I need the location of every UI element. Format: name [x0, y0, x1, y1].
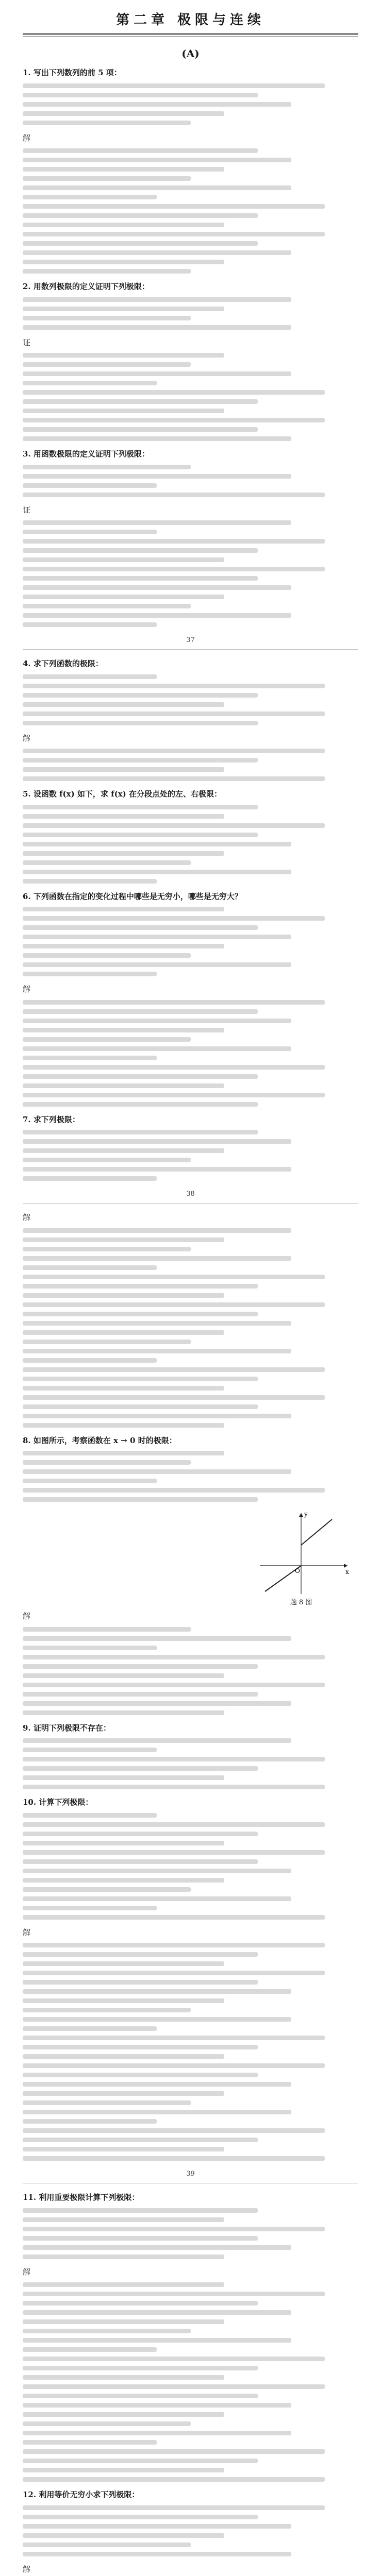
formula-line-placeholder — [23, 195, 157, 199]
formula-line-placeholder — [23, 767, 224, 772]
solution-label: 解 — [23, 1927, 31, 1937]
formula-line-placeholder — [23, 418, 325, 422]
block-7 — [23, 658, 358, 725]
formula-lines — [23, 83, 358, 125]
formula-line-placeholder — [23, 2533, 224, 2538]
formula-line-placeholder — [23, 2245, 291, 2250]
formula-line-placeholder — [23, 907, 224, 911]
formula-line-placeholder — [23, 814, 224, 819]
formula-lines — [23, 674, 358, 725]
formula-line-placeholder — [23, 2403, 291, 2408]
formula-line-placeholder — [23, 1130, 258, 1134]
formula-line-placeholder — [23, 870, 291, 874]
block-10 — [23, 891, 358, 977]
formula-line-placeholder — [23, 1961, 224, 1966]
problem-lead: 4. 求下列函数的极限： — [23, 659, 103, 668]
block-17 — [23, 1797, 358, 1920]
formula-line-placeholder — [23, 1284, 258, 1289]
formula-line-placeholder — [23, 325, 291, 330]
solution-label: 解 — [23, 133, 31, 143]
formula-line-placeholder — [23, 1312, 258, 1316]
formula-line-placeholder — [23, 1414, 291, 1418]
x-axis-label: x — [345, 1568, 349, 1575]
y-axis-label: y — [304, 1511, 308, 1518]
formula-line-placeholder — [23, 557, 224, 562]
block-3 — [23, 281, 358, 330]
block-18 — [23, 1927, 358, 2161]
formula-line-placeholder — [23, 925, 258, 930]
formula-line-placeholder — [23, 1056, 157, 1060]
formula-line-placeholder — [23, 2449, 325, 2454]
formula-line-placeholder — [23, 269, 191, 274]
problem-lead: 10. 计算下列极限： — [23, 1798, 93, 1807]
formula-line-placeholder — [23, 232, 325, 236]
solution-label: 解 — [23, 2267, 31, 2277]
problem-lead: 7. 求下列极限： — [23, 1114, 80, 1124]
block-21 — [23, 2489, 358, 2556]
formula-line-placeholder — [23, 2026, 157, 2031]
solution-label: 解 — [23, 985, 31, 994]
formula-line-placeholder — [23, 2017, 291, 2022]
formula-line-placeholder — [23, 167, 224, 172]
formula-line-placeholder — [23, 567, 325, 571]
formula-line-placeholder — [23, 2100, 191, 2105]
problem-lead: 12. 利用等价无穷小求下列极限： — [23, 2490, 140, 2499]
formula-line-placeholder — [23, 204, 325, 209]
formula-line-placeholder — [23, 1989, 291, 1994]
formula-line-placeholder — [23, 2045, 258, 2049]
problem-lead: 5. 设函数 f(x) 如下，求 f(x) 在分段点处的左、右极限： — [23, 789, 222, 799]
formula-line-placeholder — [23, 2036, 325, 2040]
formula-line-placeholder — [23, 2208, 258, 2213]
formula-line-placeholder — [23, 148, 258, 153]
formula-line-placeholder — [23, 353, 224, 358]
formula-line-placeholder — [23, 260, 224, 264]
formula-line-placeholder — [23, 944, 224, 948]
block-6 — [23, 504, 358, 628]
formula-line-placeholder — [23, 2236, 258, 2241]
formula-line-placeholder — [23, 1275, 325, 1279]
problem-lead: 1. 写出下列数列的前 5 项： — [23, 68, 122, 77]
formula-line-placeholder — [23, 2292, 325, 2296]
formula-line-placeholder — [23, 1775, 224, 1780]
formula-line-placeholder — [23, 1256, 291, 1261]
block-14 — [23, 1435, 358, 1502]
formula-line-placeholder — [23, 2338, 291, 2343]
formula-line-placeholder — [23, 613, 291, 618]
formula-line-placeholder — [23, 2459, 258, 2463]
block-20 — [23, 2266, 358, 2482]
formula-lines — [23, 1943, 358, 2161]
block-15 — [23, 1611, 358, 1715]
formula-line-placeholder — [23, 749, 325, 753]
formula-line-placeholder — [23, 833, 258, 837]
figure-caption: 题 8 图 — [290, 1599, 312, 1606]
formula-lines — [23, 2282, 358, 2482]
origin-label: O — [295, 1567, 300, 1574]
formula-line-placeholder — [23, 2073, 258, 2077]
formula-line-placeholder — [23, 1423, 224, 1428]
formula-line-placeholder — [23, 1646, 157, 1650]
formula-line-placeholder — [23, 390, 325, 395]
formula-line-placeholder — [23, 436, 291, 441]
formula-lines — [23, 1451, 358, 1502]
formula-line-placeholder — [23, 585, 291, 590]
formula-line-placeholder — [23, 2477, 325, 2482]
formula-line-placeholder — [23, 1321, 291, 1326]
formula-line-placeholder — [23, 758, 258, 762]
problem-lead: 3. 用函数极限的定义证明下列极限： — [23, 449, 150, 459]
formula-line-placeholder — [23, 1488, 325, 1493]
formula-line-placeholder — [23, 2394, 258, 2398]
formula-line-placeholder — [23, 1664, 258, 1669]
problem-lead: 11. 利用重要极限计算下列极限： — [23, 2193, 140, 2202]
formula-line-placeholder — [23, 1228, 291, 1233]
formula-line-placeholder — [23, 2255, 224, 2259]
formula-line-placeholder — [23, 1083, 224, 1088]
formula-line-placeholder — [23, 1757, 325, 1761]
formula-line-placeholder — [23, 604, 191, 608]
formula-line-placeholder — [23, 1943, 325, 1947]
formula-line-placeholder — [23, 702, 224, 707]
formula-lines — [23, 1228, 358, 1428]
formula-line-placeholder — [23, 1139, 291, 1144]
formula-line-placeholder — [23, 1627, 191, 1632]
formula-line-placeholder — [23, 1093, 325, 1097]
formula-line-placeholder — [23, 1896, 291, 1901]
formula-lines — [23, 907, 358, 976]
formula-line-placeholder — [23, 1998, 224, 2003]
y-axis-arrow — [299, 1513, 303, 1517]
formula-line-placeholder — [23, 2227, 325, 2231]
formula-line-placeholder — [23, 2524, 291, 2529]
formula-line-placeholder — [23, 1349, 291, 1353]
page-number: 39 — [186, 2170, 195, 2178]
formula-line-placeholder — [23, 1655, 325, 1659]
solution-label: 解 — [23, 1213, 31, 1222]
formula-line-placeholder — [23, 250, 291, 255]
formula-line-placeholder — [23, 1952, 258, 1957]
solution-label: 证 — [23, 505, 31, 515]
content — [23, 67, 358, 2576]
formula-lines — [23, 2208, 358, 2259]
formula-line-placeholder — [23, 1019, 291, 1023]
formula-line-placeholder — [23, 2357, 325, 2361]
formula-line-placeholder — [23, 83, 325, 88]
formula-line-placeholder — [23, 2128, 325, 2133]
formula-line-placeholder — [23, 1859, 258, 1864]
formula-line-placeholder — [23, 2008, 191, 2012]
formula-line-placeholder — [23, 241, 258, 246]
formula-line-placeholder — [23, 1451, 224, 1455]
formula-line-placeholder — [23, 93, 258, 97]
solution-label: 解 — [23, 2564, 31, 2574]
formula-lines — [23, 1000, 358, 1107]
formula-line-placeholder — [23, 1009, 258, 1014]
formula-line-placeholder — [23, 1710, 224, 1715]
formula-line-placeholder — [23, 879, 157, 884]
block-19 — [23, 2192, 358, 2259]
formula-line-placeholder — [23, 674, 157, 679]
formula-line-placeholder — [23, 307, 224, 311]
formula-line-placeholder — [23, 2091, 224, 2096]
formula-line-placeholder — [23, 1822, 325, 1827]
formula-line-placeholder — [23, 297, 291, 302]
formula-line-placeholder — [23, 2552, 291, 2556]
formula-line-placeholder — [23, 1636, 291, 1641]
formula-line-placeholder — [23, 2310, 291, 2315]
formula-line-placeholder — [23, 1813, 157, 1818]
formula-line-placeholder — [23, 1878, 224, 1883]
formula-line-placeholder — [23, 121, 191, 125]
formula-line-placeholder — [23, 2063, 325, 2068]
formula-line-placeholder — [23, 860, 191, 865]
formula-line-placeholder — [23, 2515, 258, 2519]
formula-line-placeholder — [23, 693, 258, 698]
formula-line-placeholder — [23, 2384, 325, 2389]
formula-line-placeholder — [23, 2412, 224, 2417]
formula-line-placeholder — [23, 316, 191, 320]
block-5 — [23, 448, 358, 497]
formula-line-placeholder — [23, 1497, 258, 1502]
solution-label: 解 — [23, 1612, 31, 1621]
formula-line-placeholder — [23, 776, 325, 781]
formula-line-placeholder — [23, 465, 191, 469]
formula-line-placeholder — [23, 2421, 191, 2426]
formula-lines — [23, 148, 358, 274]
figure-piecewise — [250, 1509, 353, 1606]
title-rule — [23, 33, 358, 35]
block-8 — [23, 733, 358, 782]
formula-line-placeholder — [23, 1869, 291, 1873]
formula-line-placeholder — [23, 539, 325, 544]
solution-label: 证 — [23, 337, 31, 347]
formula-line-placeholder — [23, 399, 258, 404]
figure-graph — [250, 1509, 353, 1597]
formula-line-placeholder — [23, 1404, 258, 1409]
formula-lines — [23, 2505, 358, 2556]
page-number: 37 — [186, 636, 195, 644]
block-12 — [23, 1114, 358, 1181]
formula-line-placeholder — [23, 530, 157, 534]
formula-line-placeholder — [23, 935, 291, 939]
formula-line-placeholder — [23, 2319, 224, 2324]
block-22 — [23, 2564, 358, 2576]
formula-line-placeholder — [23, 842, 291, 846]
formula-line-placeholder — [23, 1065, 325, 1070]
page-break — [23, 1203, 358, 1204]
formula-line-placeholder — [23, 2054, 224, 2059]
problem-lead: 8. 如图所示，考察函数在 x → 0 时的极限： — [23, 1435, 177, 1445]
formula-line-placeholder — [23, 1102, 258, 1107]
formula-line-placeholder — [23, 972, 157, 976]
formula-line-placeholder — [23, 805, 258, 809]
formula-line-placeholder — [23, 2110, 291, 2114]
formula-line-placeholder — [23, 371, 291, 376]
formula-line-placeholder — [23, 111, 224, 116]
formula-lines — [23, 1738, 358, 1789]
formula-line-placeholder — [23, 721, 258, 725]
formula-line-placeholder — [23, 2156, 325, 2161]
formula-line-placeholder — [23, 711, 325, 716]
formula-line-placeholder — [23, 1748, 157, 1752]
formula-line-placeholder — [23, 2440, 157, 2445]
formula-line-placeholder — [23, 1469, 291, 1474]
block-1 — [23, 67, 358, 125]
formula-line-placeholder — [23, 2543, 191, 2547]
formula-line-placeholder — [23, 1692, 258, 1697]
formula-line-placeholder — [23, 2347, 157, 2352]
formula-line-placeholder — [23, 1683, 325, 1687]
formula-line-placeholder — [23, 1766, 258, 1771]
formula-line-placeholder — [23, 823, 325, 828]
formula-line-placeholder — [23, 953, 191, 958]
formula-line-placeholder — [23, 1330, 224, 1335]
formula-line-placeholder — [23, 1167, 291, 1172]
solution-label: 解 — [23, 733, 31, 743]
formula-line-placeholder — [23, 548, 258, 553]
formula-line-placeholder — [23, 1176, 157, 1181]
formula-lines — [23, 297, 358, 330]
formula-line-placeholder — [23, 1293, 224, 1298]
formula-lines — [23, 805, 358, 884]
formula-line-placeholder — [23, 176, 191, 181]
formula-lines — [23, 1130, 358, 1181]
x-axis-arrow — [344, 1564, 347, 1568]
formula-line-placeholder — [23, 851, 224, 856]
formula-line-placeholder — [23, 223, 224, 227]
formula-line-placeholder — [23, 381, 157, 385]
formula-line-placeholder — [23, 1887, 191, 1892]
formula-line-placeholder — [23, 1971, 325, 1975]
formula-line-placeholder — [23, 1028, 224, 1032]
problem-lead: 9. 证明下列极限不存在： — [23, 1723, 111, 1733]
formula-line-placeholder — [23, 1265, 157, 1270]
formula-line-placeholder — [23, 1785, 325, 1789]
formula-line-placeholder — [23, 622, 157, 627]
formula-line-placeholder — [23, 1377, 258, 1381]
formula-line-placeholder — [23, 1738, 291, 1743]
formula-line-placeholder — [23, 213, 258, 218]
formula-line-placeholder — [23, 2147, 224, 2151]
formula-line-placeholder — [23, 595, 224, 599]
formula-line-placeholder — [23, 1000, 325, 1005]
section-heading: (A) — [181, 47, 200, 60]
right-branch — [301, 1519, 332, 1545]
formula-line-placeholder — [23, 1479, 157, 1483]
formula-line-placeholder — [23, 1247, 191, 1251]
block-9 — [23, 788, 358, 884]
formula-line-placeholder — [23, 1832, 258, 1836]
block-16 — [23, 1722, 358, 1790]
formula-line-placeholder — [23, 576, 258, 581]
block-13 — [23, 1212, 358, 1428]
formula-lines — [23, 520, 358, 627]
formula-line-placeholder — [23, 1980, 258, 1985]
block-11 — [23, 984, 358, 1107]
formula-line-placeholder — [23, 102, 291, 107]
formula-line-placeholder — [23, 1701, 291, 1706]
formula-line-placeholder — [23, 684, 325, 688]
formula-line-placeholder — [23, 2431, 291, 2435]
formula-line-placeholder — [23, 2329, 191, 2333]
formula-line-placeholder — [23, 1158, 191, 1162]
formula-line-placeholder — [23, 2138, 258, 2142]
formula-line-placeholder — [23, 158, 291, 162]
formula-line-placeholder — [23, 2217, 224, 2222]
formula-lines — [23, 1627, 358, 1715]
formula-line-placeholder — [23, 2375, 224, 2380]
formula-line-placeholder — [23, 2366, 258, 2370]
page-break — [23, 649, 358, 650]
formula-lines — [23, 1813, 358, 1920]
formula-line-placeholder — [23, 1238, 224, 1242]
block-4 — [23, 337, 358, 442]
formula-line-placeholder — [23, 427, 258, 432]
formula-line-placeholder — [23, 1850, 325, 1855]
problem-lead: 6. 下列函数在指定的变化过程中哪些是无穷小，哪些是无穷大？ — [23, 891, 242, 901]
formula-line-placeholder — [23, 493, 325, 497]
formula-line-placeholder — [23, 1673, 224, 1678]
formula-line-placeholder — [23, 2082, 291, 2087]
formula-lines — [23, 749, 358, 781]
chapter-title: 第二章 极限与连续 — [115, 12, 266, 28]
page-number: 38 — [186, 1190, 195, 1198]
formula-line-placeholder — [23, 483, 157, 488]
formula-line-placeholder — [23, 474, 291, 479]
formula-line-placeholder — [23, 1358, 157, 1363]
formula-line-placeholder — [23, 1037, 191, 1042]
formula-line-placeholder — [23, 1395, 325, 1400]
formula-line-placeholder — [23, 1148, 224, 1153]
formula-line-placeholder — [23, 409, 224, 413]
formula-line-placeholder — [23, 1367, 325, 1372]
formula-line-placeholder — [23, 362, 191, 367]
formula-line-placeholder — [23, 185, 291, 190]
formula-line-placeholder — [23, 1302, 325, 1307]
formula-line-placeholder — [23, 1906, 157, 1910]
formula-line-placeholder — [23, 1386, 224, 1391]
formula-lines — [23, 353, 358, 441]
formula-line-placeholder — [23, 1074, 258, 1079]
formula-line-placeholder — [23, 520, 291, 525]
formula-line-placeholder — [23, 1915, 325, 1920]
formula-line-placeholder — [23, 2505, 325, 2510]
formula-line-placeholder — [23, 962, 291, 967]
formula-lines — [23, 465, 358, 497]
formula-line-placeholder — [23, 916, 325, 921]
problem-lead: 2. 用数列极限的定义证明下列极限： — [23, 282, 150, 291]
formula-line-placeholder — [23, 1841, 224, 1845]
formula-line-placeholder — [23, 1460, 191, 1465]
formula-line-placeholder — [23, 2301, 258, 2306]
block-2 — [23, 132, 358, 274]
formula-line-placeholder — [23, 1046, 291, 1051]
formula-line-placeholder — [23, 2468, 224, 2472]
formula-line-placeholder — [23, 1340, 191, 1344]
formula-line-placeholder — [23, 2282, 224, 2287]
formula-line-placeholder — [23, 2119, 157, 2124]
